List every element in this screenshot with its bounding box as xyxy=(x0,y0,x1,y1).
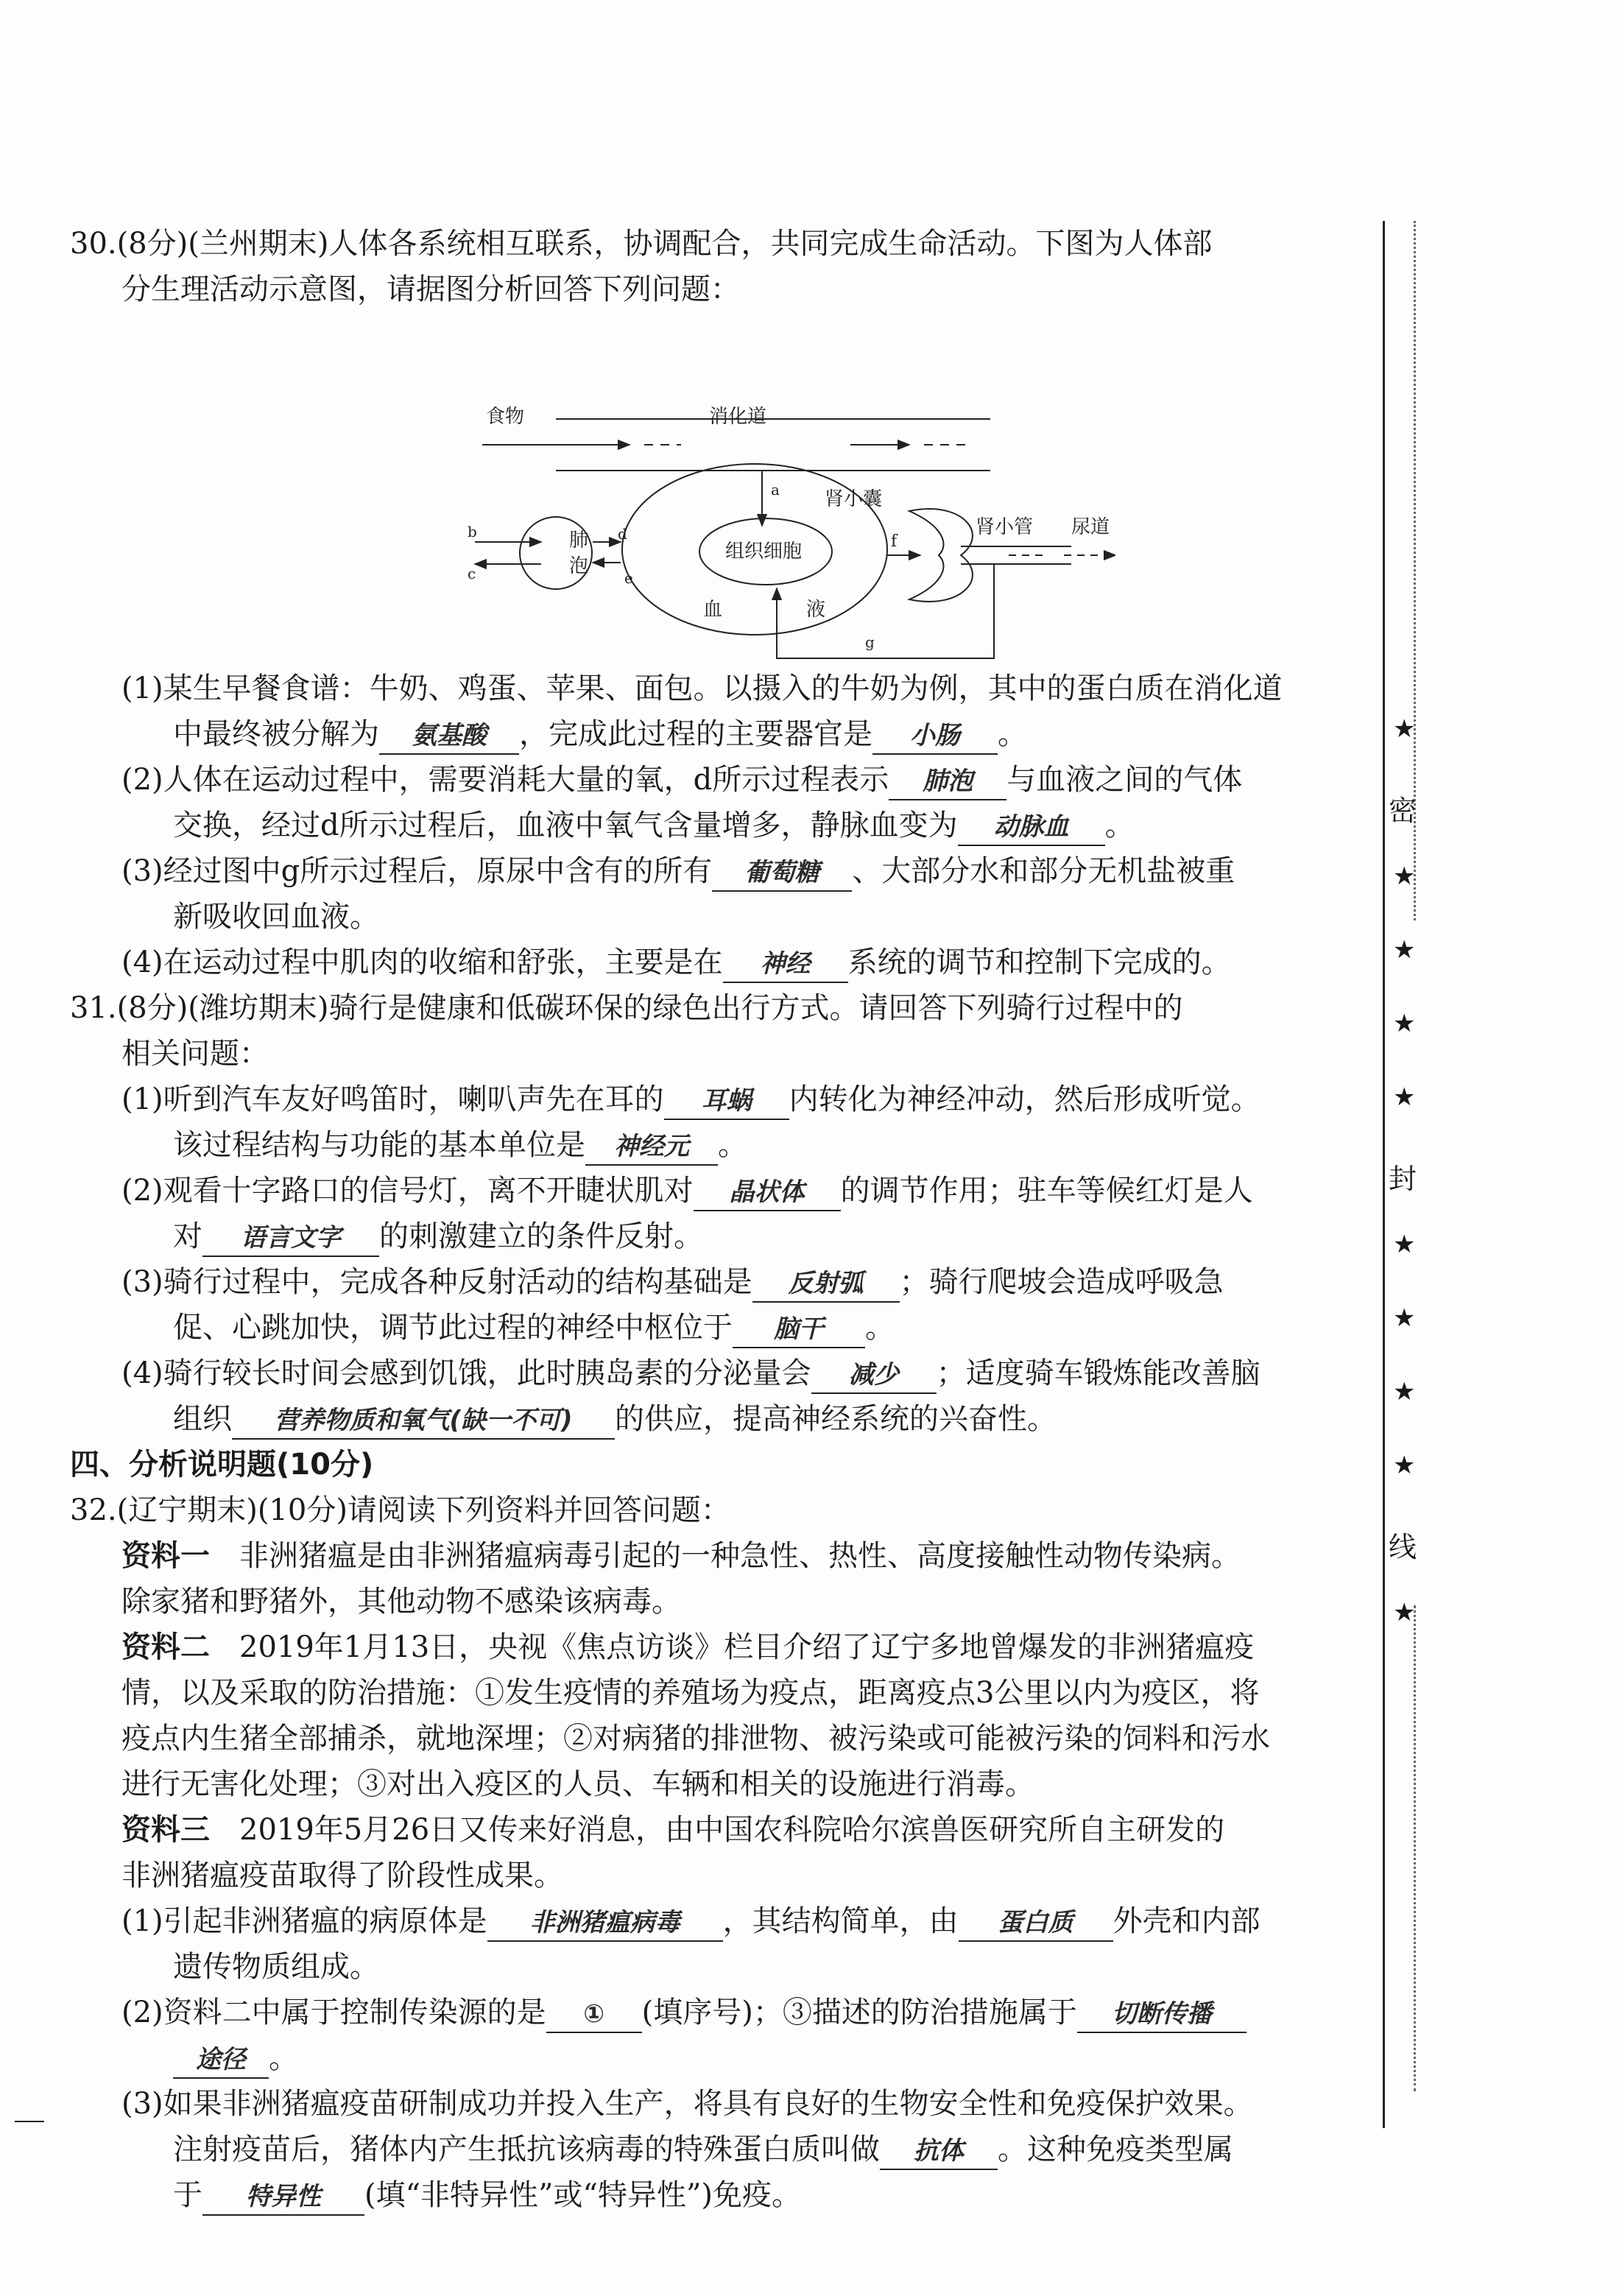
q30-stem-line2: 分生理活动示意图，请据图分析回答下列问题： xyxy=(121,272,740,306)
text: (3)经过图中g所示过程后，原尿中含有的所有 xyxy=(121,854,713,888)
answer-blank: 特异性 xyxy=(202,2179,364,2216)
text: 交换，经过d所示过程后，血液中氧气含量增多，静脉血变为 xyxy=(173,809,958,842)
text: (1)听到汽车友好鸣笛时，喇叭声先在耳的 xyxy=(121,1082,664,1116)
q31-p1-line1 xyxy=(70,1077,1344,1122)
text: (2)观看十字路口的信号灯，离不开睫状肌对 xyxy=(121,1174,694,1208)
q31-p4-line1 xyxy=(70,1351,1344,1396)
q32-p2-line2 xyxy=(70,2035,1344,2081)
label-blood2: 液 xyxy=(806,599,826,621)
answer-blank: 减少 xyxy=(811,1357,937,1394)
text: (填序号)；③描述的防治措施属于 xyxy=(641,1996,1077,2029)
text: 外壳和内部 xyxy=(1113,1904,1260,1938)
section-heading: 四、分析说明题(10分) xyxy=(70,1448,374,1482)
text: 对 xyxy=(173,1219,202,1253)
margin-solid-line xyxy=(1383,221,1385,2128)
q31-p1-line2 xyxy=(70,1122,1344,1168)
text: 中最终被分解为 xyxy=(173,717,379,751)
text: (1)引起非洲猪瘟的病原体是 xyxy=(121,1904,487,1938)
text: 的调节作用；驻车等候红灯是人 xyxy=(840,1174,1253,1208)
margin-star: ★ xyxy=(1393,1377,1416,1406)
margin-char-mi: 密 xyxy=(1389,795,1417,827)
text: 内转化为神经冲动，然后形成听觉。 xyxy=(789,1082,1260,1116)
margin-dotted-bottom xyxy=(1414,1605,1416,2091)
label-d: d xyxy=(618,525,627,543)
label-b: b xyxy=(468,523,477,540)
page-corner-mark xyxy=(15,2121,44,2122)
q30-p2-line1 xyxy=(70,757,1344,803)
text: 。 xyxy=(1104,809,1135,842)
label-blood1: 血 xyxy=(703,599,723,621)
q32-material1-line1 xyxy=(70,1533,1344,1579)
q31-p3-line2 xyxy=(70,1305,1344,1351)
alveolus-shape xyxy=(520,517,592,589)
q32-material2-line1 xyxy=(70,1624,1344,1670)
q32-p3-line2 xyxy=(70,2127,1344,2172)
margin-star: ★ xyxy=(1393,1451,1416,1480)
text: ；适度骑车锻炼能改善脑 xyxy=(936,1356,1260,1390)
material-label: 资料二 xyxy=(121,1630,210,1664)
text: 、大部分水和部分无机盐被重 xyxy=(852,854,1235,888)
answer-blank: 动脉血 xyxy=(958,809,1105,846)
binding-margin xyxy=(1389,221,1443,2128)
q32-stem: 32.(辽宁期末)(10分)请阅读下列资料并回答问题： xyxy=(70,1493,730,1527)
answer-blank: 蛋白质 xyxy=(959,1905,1113,1942)
label-urethra: 尿道 xyxy=(1071,516,1110,538)
q31-p4-line2 xyxy=(70,1396,1344,1442)
text: ，其结构简单，由 xyxy=(722,1904,959,1938)
q31-p2-line1 xyxy=(70,1168,1344,1214)
label-e: e xyxy=(624,569,633,587)
text: 系统的调节和控制下完成的。 xyxy=(847,945,1231,979)
label-a: a xyxy=(771,481,780,499)
text: 2019年1月13日，央视《焦点访谈》栏目介绍了辽宁多地曾爆发的非洲猪瘟疫 xyxy=(210,1630,1255,1664)
margin-star: ★ xyxy=(1393,1009,1416,1038)
text: 注射疫苗后，猪体内产生抵抗该病毒的特殊蛋白质叫做 xyxy=(173,2133,880,2166)
q32-material1-line2: 除家猪和野猪外，其他动物不感染该病毒。 xyxy=(121,1585,681,1619)
q30-p2-line2 xyxy=(70,803,1344,848)
answer-blank: 抗体 xyxy=(880,2133,998,2170)
text: 非洲猪瘟是由非洲猪瘟病毒引起的一种急性、热性、高度接触性动物传染病。 xyxy=(210,1539,1241,1573)
answer-blank: ① xyxy=(546,1996,642,2033)
label-g: g xyxy=(865,633,875,651)
text: (4)骑行较长时间会感到饥饿，此时胰岛素的分泌量会 xyxy=(121,1356,811,1390)
text: (4)在运动过程中肌肉的收缩和舒张，主要是在 xyxy=(121,945,723,979)
label-lung2: 泡 xyxy=(569,555,589,577)
q30-p1-line1: (1)某生早餐食谱：牛奶、鸡蛋、苹果、面包。以摄入的牛奶为例，其中的蛋白质在消化道 xyxy=(121,672,1283,705)
text: (2)资料二中属于控制传染源的是 xyxy=(121,1996,546,2029)
answer-blank: 肺泡 xyxy=(889,764,1006,800)
answer-blank: 语言文字 xyxy=(202,1220,379,1257)
q30-p3-line1 xyxy=(70,848,1344,894)
margin-star: ★ xyxy=(1393,1598,1416,1627)
answer-blank: 营养物质和氧气(缺一不可) xyxy=(232,1403,615,1440)
label-food: 食物 xyxy=(486,406,525,428)
material-label: 资料一 xyxy=(121,1539,210,1573)
exam-page xyxy=(70,221,1344,2218)
q30-stem-line1: 30.(8分)(兰州期末)人体各系统相互联系，协调配合，共同完成生命活动。下图为人体部 xyxy=(70,227,1213,261)
answer-blank: 神经元 xyxy=(585,1129,718,1166)
answer-blank: 途径 xyxy=(173,2042,269,2079)
q30-p3-line2: 新吸收回血液。 xyxy=(173,900,379,934)
q32-p2-line1 xyxy=(70,1990,1344,2035)
label-tissue: 组织细胞 xyxy=(725,540,803,563)
label-lung1: 肺 xyxy=(569,529,589,552)
q32-p3-line3 xyxy=(70,2172,1344,2218)
text: 的刺激建立的条件反射。 xyxy=(379,1219,703,1253)
text: (2)人体在运动过程中，需要消耗大量的氧，d所示过程表示 xyxy=(121,763,889,797)
q31-stem-line1: 31.(8分)(潍坊期末)骑行是健康和低碳环保的绿色出行方式。请回答下列骑行过程中的 xyxy=(70,991,1183,1025)
q32-material2-line3: 疫点内生猪全部捕杀，就地深埋；②对病猪的排泄物、被污染或可能被污染的饲料和污水 xyxy=(121,1722,1270,1756)
label-digestive: 消化道 xyxy=(709,406,767,428)
margin-char-feng: 封 xyxy=(1389,1163,1417,1195)
physiology-diagram xyxy=(379,312,1115,666)
q30-p1-line2 xyxy=(70,711,1344,757)
text: 组织 xyxy=(173,1402,232,1436)
text: ，完成此过程的主要器官是 xyxy=(519,717,872,751)
answer-blank: 反射弧 xyxy=(752,1266,900,1303)
margin-star: ★ xyxy=(1393,1230,1416,1259)
q32-p1-line1 xyxy=(70,1898,1344,1944)
text: 。 xyxy=(998,717,1027,751)
answer-blank: 葡萄糖 xyxy=(712,855,852,892)
physiology-diagram-svg xyxy=(379,312,1115,666)
margin-star: ★ xyxy=(1393,862,1416,891)
q30-p4-line xyxy=(70,940,1344,985)
q31-p3-line1 xyxy=(70,1259,1344,1305)
text: 该过程结构与功能的基本单位是 xyxy=(173,1128,585,1162)
margin-star: ★ xyxy=(1393,1303,1416,1333)
answer-blank: 氨基酸 xyxy=(379,718,519,755)
text: 。 xyxy=(269,2041,298,2075)
label-f: f xyxy=(891,532,898,551)
q31-stem-line2: 相关问题： xyxy=(121,1037,269,1071)
q32-p3-line1: (3)如果非洲猪瘟疫苗研制成功并投入生产，将具有良好的生物安全性和免疫保护效果。 xyxy=(121,2087,1253,2121)
answer-blank: 非洲猪瘟病毒 xyxy=(487,1905,723,1942)
material-label: 资料三 xyxy=(121,1813,210,1847)
text: (填“非特异性”或“特异性”)免疫。 xyxy=(364,2178,802,2212)
answer-blank: 小肠 xyxy=(872,718,998,755)
text: 。这种免疫类型属 xyxy=(998,2133,1233,2166)
answer-blank: 切断传播 xyxy=(1077,1996,1247,2033)
margin-star: ★ xyxy=(1393,714,1416,744)
q32-p1-line2: 遗传物质组成。 xyxy=(173,1950,379,1984)
answer-blank: 耳蜗 xyxy=(664,1083,789,1120)
q32-material2-line2: 情，以及采取的防治措施：①发生疫情的养殖场为疫点，距离疫点3公里以内为疫区，将 xyxy=(121,1676,1260,1710)
q32-material3-line1 xyxy=(70,1807,1344,1853)
label-renal-capsule: 肾小囊 xyxy=(825,488,883,510)
q32-material3-line2: 非洲猪瘟疫苗取得了阶段性成果。 xyxy=(121,1859,563,1892)
text: 于 xyxy=(173,2178,202,2212)
margin-star: ★ xyxy=(1393,1082,1416,1112)
margin-star: ★ xyxy=(1393,935,1416,965)
label-tubule: 肾小管 xyxy=(976,516,1034,538)
answer-blank: 神经 xyxy=(723,946,848,983)
q32-material2-line4: 进行无害化处理；③对出入疫区的人员、车辆和相关的设施进行消毒。 xyxy=(121,1767,1034,1801)
text: (3)骑行过程中，完成各种反射活动的结构基础是 xyxy=(121,1265,752,1299)
text: 。 xyxy=(718,1128,747,1162)
text: 与血液之间的气体 xyxy=(1006,763,1243,797)
text: ；骑行爬坡会造成呼吸急 xyxy=(899,1265,1224,1299)
margin-char-xian: 线 xyxy=(1389,1531,1417,1563)
answer-blank: 晶状体 xyxy=(694,1175,841,1211)
text: 促、心跳加快，调节此过程的神经中枢位于 xyxy=(173,1311,733,1345)
answer-blank: 脑干 xyxy=(733,1311,865,1348)
label-c: c xyxy=(468,565,476,582)
text: 的供应，提高神经系统的兴奋性。 xyxy=(615,1402,1057,1436)
text: 2019年5月26日又传来好消息，由中国农科院哈尔滨兽医研究所自主研发的 xyxy=(210,1813,1225,1847)
q31-p2-line2 xyxy=(70,1214,1344,1259)
text: 。 xyxy=(865,1311,895,1345)
